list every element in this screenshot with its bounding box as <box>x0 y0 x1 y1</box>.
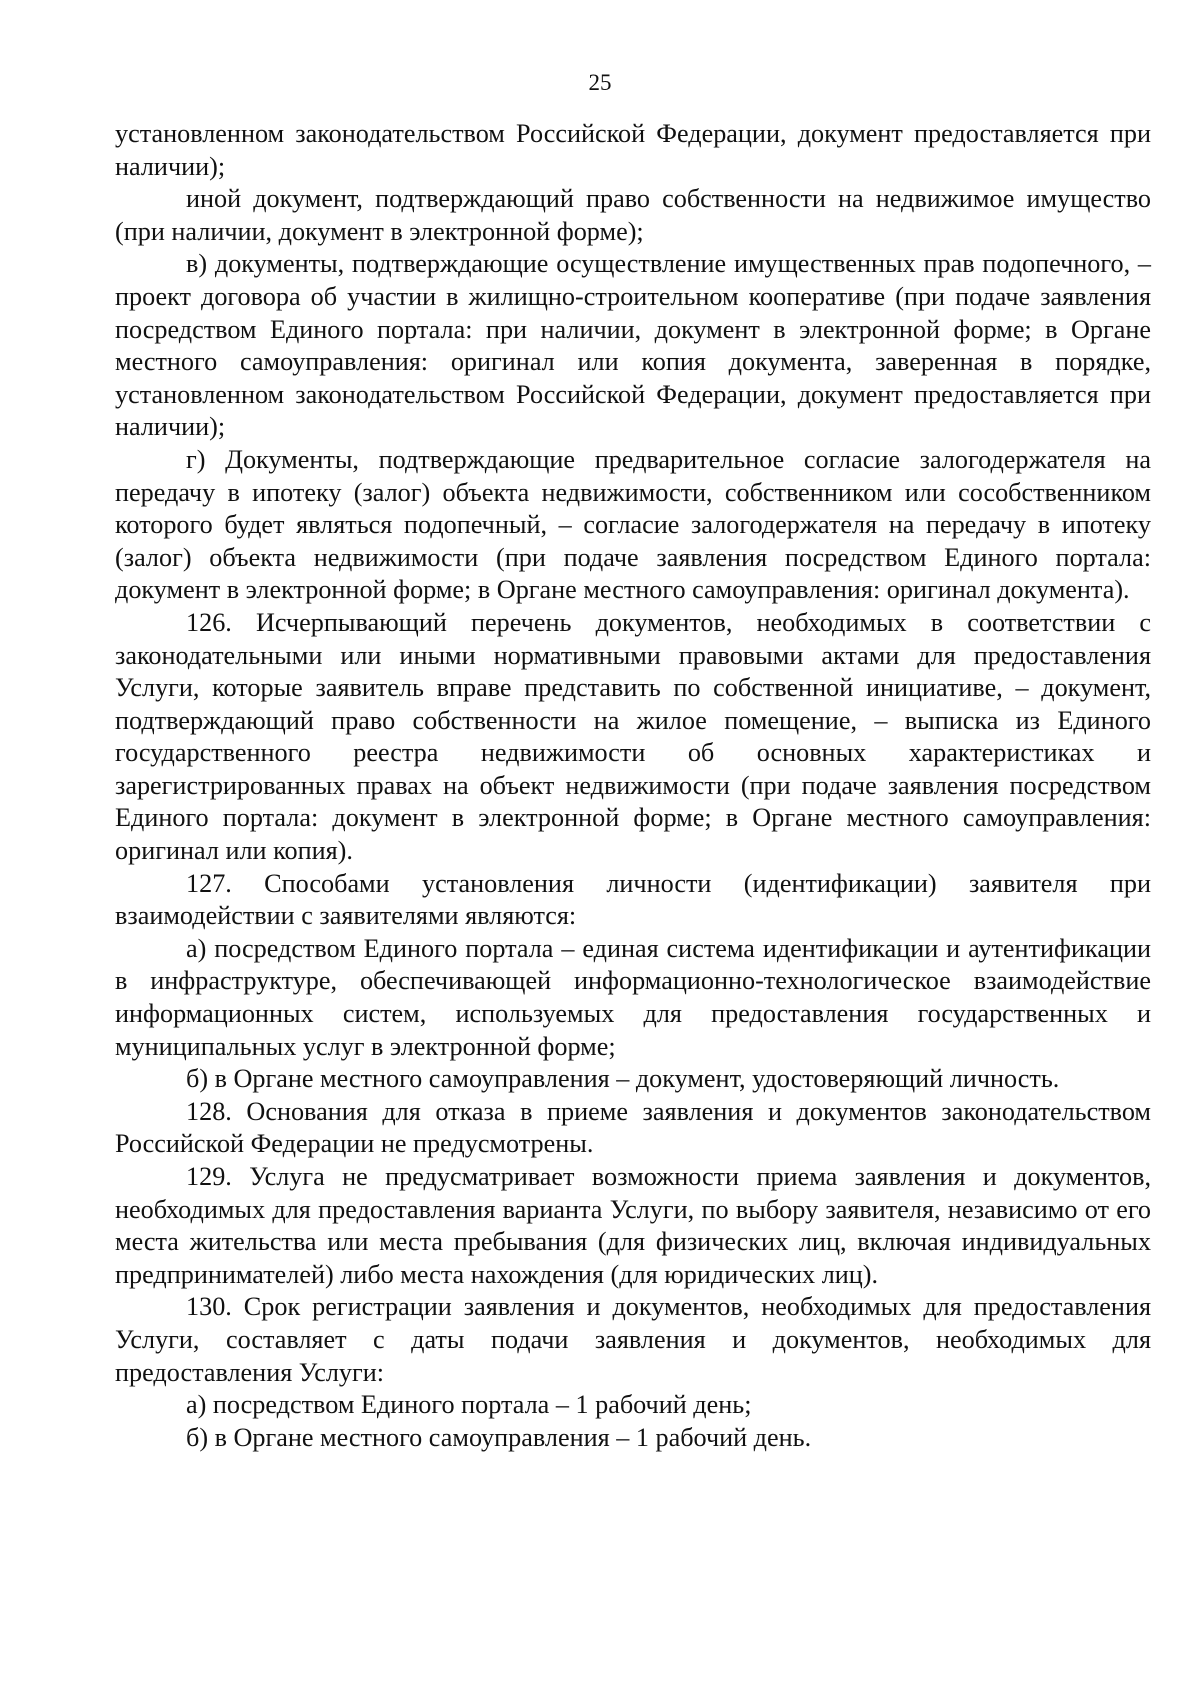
paragraph-130: 130. Срок регистрации заявления и документов, необходимых для предоставления Услуги, составляет с даты подачи заявления и документов, необходимых для предоставления Услуги: <box>115 1292 1151 1387</box>
paragraph-127-a: а) посредством Единого портала – единая система идентификации и аутентификации в инфраструктуре, обеспечивающей информационно-технологическое взаимодействие информационных систем, используемых для предоставления государственных и муниципальных услуг в электронной форме; <box>115 933 1151 1061</box>
paragraph-continuation: установленном законодательством Российской Федерации, документ предоставляется при наличии); <box>115 119 1151 181</box>
paragraph-127-b: б) в Органе местного самоуправления – документ, удостоверяющий личность. <box>186 1064 1060 1094</box>
paragraph-other-ownership-document: иной документ, подтверждающий право собственности на недвижимое имущество (при наличии, документ в электронной форме); <box>115 184 1151 246</box>
document-body <box>115 118 1151 1454</box>
paragraph-item-v: в) документы, подтверждающие осуществление имущественных прав подопечного, – проект договора об участии в жилищно-строительном кооперативе (при подаче заявления посредством Единого портала: при наличии, документ в электронной форме; в Органе местного самоуправления: оригинал или копия документа, заверенная в порядке, установленном законодательством Российской Федерации, документ предоставляется при наличии); <box>115 249 1151 442</box>
paragraph-item-g: г) Документы, подтверждающие предварительное согласие залогодержателя на передачу в ипотеку (залог) объекта недвижимости, собственником или сособственником которого будет являться подопечный, – согласие залогодержателя на передачу в ипотеку (залог) объекта недвижимости (при подаче заявления посредством Единого портала: документ в электронной форме; в Органе местного самоуправления: оригинал документа). <box>115 444 1151 605</box>
paragraph-130-b: б) в Органе местного самоуправления – 1 рабочий день. <box>186 1422 812 1452</box>
page-number: 25 <box>588 70 612 95</box>
paragraph-130-a: а) посредством Единого портала – 1 рабочий день; <box>186 1390 752 1420</box>
paragraph-128: 128. Основания для отказа в приеме заявления и документов законодательством Российской Федерации не предусмотрены. <box>115 1096 1151 1159</box>
paragraph-126: 126. Исчерпывающий перечень документов, необходимых в соответствии с законодательными или иными нормативными правовыми актами для предоставления Услуги, которые заявитель вправе представить по собственной инициативе, – документ, подтверждающий право собственности на жилое помещение, – выписка из Единого государственного реестра недвижимости об основных характеристиках и зарегистрированных правах на объект недвижимости (при подаче заявления посредством Единого портала: документ в электронной форме; в Органе местного самоуправления: оригинал или копия). <box>115 607 1151 866</box>
paragraph-129: 129. Услуга не предусматривает возможности приема заявления и документов, необходимых для предоставления варианта Услуги, по выбору заявителя, независимо от его места жительства или места пребывания (для физических лиц, включая индивидуальных предпринимателей) либо места нахождения (для юридических лиц). <box>115 1162 1151 1289</box>
paragraph-127: 127. Способами установления личности (идентификации) заявителя при взаимодействии с заявителями являются: <box>115 868 1151 931</box>
